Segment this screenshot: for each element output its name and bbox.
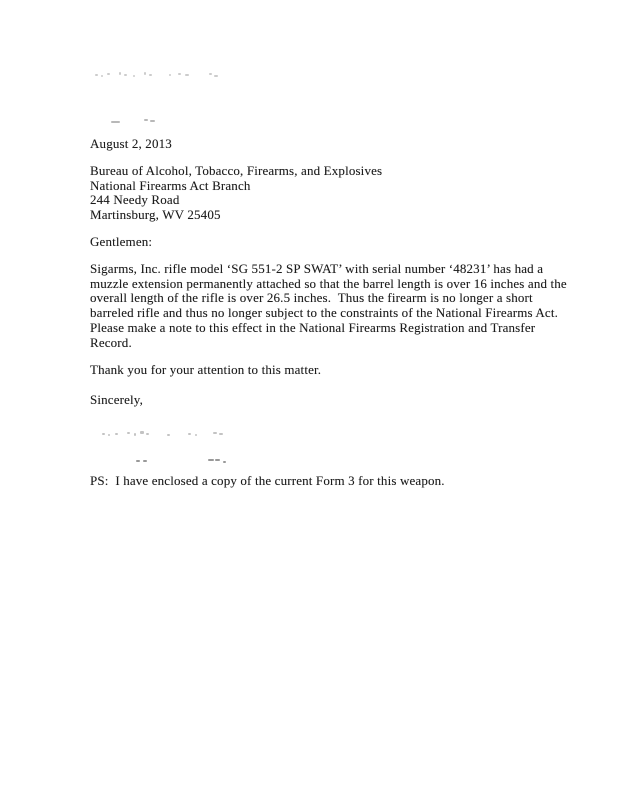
redacted-signature-remnant (146, 433, 149, 435)
redacted-date-area-remnant (144, 119, 148, 121)
redacted-signature-remnant (195, 434, 197, 436)
redacted-date-area-remnant (150, 120, 155, 122)
redacted-signature-remnant (167, 434, 170, 436)
redacted-signature-remnant (219, 433, 223, 435)
redacted-sender-address-remnant (185, 74, 189, 76)
redacted-signature-remnant (127, 432, 130, 434)
redacted-sender-address-remnant (149, 74, 152, 76)
recipient-address-line: Bureau of Alcohol, Tobacco, Firearms, and Explosives (90, 163, 383, 178)
recipient-address-block (90, 164, 382, 223)
body-line: Please make a note to this effect in the National Firearms Registration and Transfer (90, 319, 536, 335)
thank-you-line: Thank you for your attention to this matter. (90, 362, 322, 377)
redacted-sender-address-remnant (133, 75, 135, 77)
redacted-signature-remnant (140, 431, 144, 434)
postscript: PS: I have enclosed a copy of the current Form 3 for this weapon. (90, 473, 445, 488)
recipient-address-line: 244 Needy Road (90, 192, 180, 208)
body-line: Record. (90, 334, 132, 350)
redacted-signature-remnant (134, 433, 136, 436)
salutation: Gentlemen: (90, 234, 153, 249)
body-line: muzzle extension permanently attached so that the barrel length is over 16 inches and the (90, 275, 567, 291)
body-line: Sigarms, Inc. rifle model ‘SG 551-2 SP SWAT’ with serial number ‘48231’ has had a (90, 261, 544, 276)
redacted-typed-name-remnant (223, 461, 226, 463)
letter-date: August 2, 2013 (90, 136, 172, 151)
redacted-sender-address-remnant (101, 75, 103, 77)
redacted-sender-address-remnant (107, 73, 110, 75)
recipient-address-line: Martinsburg, WV 25405 (90, 207, 221, 223)
redacted-sender-address-remnant (124, 74, 127, 76)
redacted-signature-remnant (188, 433, 191, 435)
redacted-signature-remnant (213, 432, 217, 434)
body-paragraph (90, 262, 567, 350)
redacted-signature-remnant (108, 434, 110, 436)
redacted-date-area-remnant (111, 121, 120, 123)
redacted-signature-remnant (102, 433, 105, 435)
redacted-sender-address-remnant (178, 73, 181, 75)
redacted-typed-name-remnant (143, 460, 147, 462)
redacted-sender-address-remnant (144, 72, 146, 75)
redacted-sender-address-remnant (214, 75, 218, 77)
redacted-sender-address-remnant (119, 72, 121, 75)
redacted-typed-name-remnant (208, 459, 214, 461)
body-line: overall length of the rifle is over 26.5 inches. Thus the firearm is no longer a short (90, 290, 533, 306)
redacted-typed-name-remnant (136, 460, 140, 462)
redacted-sender-address-remnant (209, 73, 212, 75)
body-line: barreled rifle and thus no longer subject to the constraints of the National Firearms Act. (90, 305, 559, 321)
redacted-signature-remnant (115, 433, 118, 435)
redacted-typed-name-remnant (215, 459, 220, 461)
redacted-sender-address-remnant (95, 74, 98, 76)
closing: Sincerely, (90, 392, 143, 407)
redacted-sender-address-remnant (169, 74, 171, 76)
recipient-address-line: National Firearms Act Branch (90, 177, 251, 193)
